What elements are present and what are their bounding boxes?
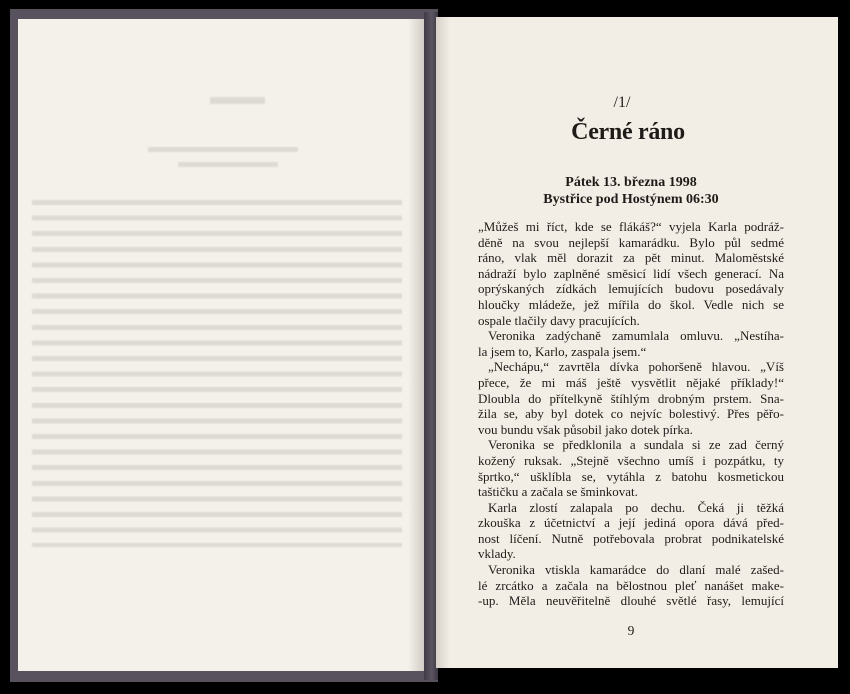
text-line: Dloubla do přítelkyně štíhlým drobným prstem. Sna-	[478, 390, 784, 406]
text-line: „Můžeš mi říct, kde se flákáš?“ vyjela Karla podráž-	[478, 219, 784, 234]
bleed-through-subheading	[148, 147, 298, 152]
text-line: -up. Měla neuvěřitelně dlouhé světlé řasy, lemující	[478, 593, 784, 609]
paragraph	[478, 500, 784, 562]
text-line: zkouška z účetnictví a její jediná opora dává před-	[478, 515, 784, 531]
text-line: Veronika se předklonila a sundala si ze zad černý	[488, 437, 784, 453]
dateline-day: Pátek 13. března 1998	[565, 175, 697, 190]
text-line: vou bundu však působil jako dotek pírka.	[478, 421, 693, 437]
text-line: la jsem to, Karlo, zaspala jsem.“	[478, 343, 647, 359]
text-line: ráno, vlak měl dorazit za pět minut. Maloměstské	[478, 250, 784, 266]
text-line: šprtko,“ ušklíbla se, vytáhla z batohu kosmetickou	[478, 468, 784, 484]
text-line: nost líčení. Nutně potřebovala probrat podnikatelské	[478, 530, 784, 546]
text-line: Karla zlostí zalapala po dechu. Čeká ji těžká	[488, 499, 784, 515]
left-page	[18, 19, 424, 671]
bleed-through-text	[32, 195, 402, 547]
bleed-through-heading	[210, 97, 265, 104]
paragraph	[478, 562, 784, 609]
text-line: ospale tlačily davy pracujících.	[478, 312, 640, 328]
page-number: 9	[627, 623, 635, 638]
text-line: Veronika zadýchaně zamumlala omluvu. „Nestíha-	[488, 328, 784, 344]
paragraph	[478, 328, 784, 359]
dateline	[478, 175, 784, 208]
text-line: přece, že mi máš ještě vysvětlit nějaké příklady!“	[478, 374, 784, 390]
text-line: Veronika vtiskla kamarádce do dlaní malé zašed-	[488, 562, 784, 578]
bleed-through-subheading	[178, 162, 278, 167]
text-line: děně na svou nejlepší kamarádku. Bylo půl sedmé	[478, 234, 784, 250]
text-line: hloučky mládeže, jež mířila do škol. Vedle nich se	[478, 296, 784, 312]
text-line: nádraží bylo zaplněné směsicí lidí všech generací. Na	[478, 265, 784, 281]
body-text	[478, 219, 784, 609]
paragraph	[478, 437, 784, 499]
text-line: kožený ruksak. „Stejně všechno umíš i pozpátku, ty	[478, 452, 784, 468]
text-line: žila se, aby byl dotek co nejvíc bolestivý. Přes pěřo-	[478, 406, 784, 422]
paragraph	[478, 219, 784, 328]
dateline-place-time: Bystřice pod Hostýnem 06:30	[543, 191, 719, 207]
right-page	[436, 17, 838, 668]
text-line: oprýskaných zídkách lemujících budovu posedávaly	[478, 281, 784, 297]
chapter-number: /1/	[613, 94, 631, 111]
paragraph	[478, 359, 784, 437]
text-line: „Nechápu,“ zavrtěla dívka pohoršeně hlavou. „Víš	[488, 359, 784, 375]
text-line: lé zrcátko a začala na bělostnou pleť nanášet make-	[478, 577, 784, 593]
chapter-title: Černé ráno	[571, 119, 685, 145]
text-line: vklady.	[478, 546, 516, 562]
text-line: taštičku a začala se šminkovat.	[478, 484, 638, 500]
